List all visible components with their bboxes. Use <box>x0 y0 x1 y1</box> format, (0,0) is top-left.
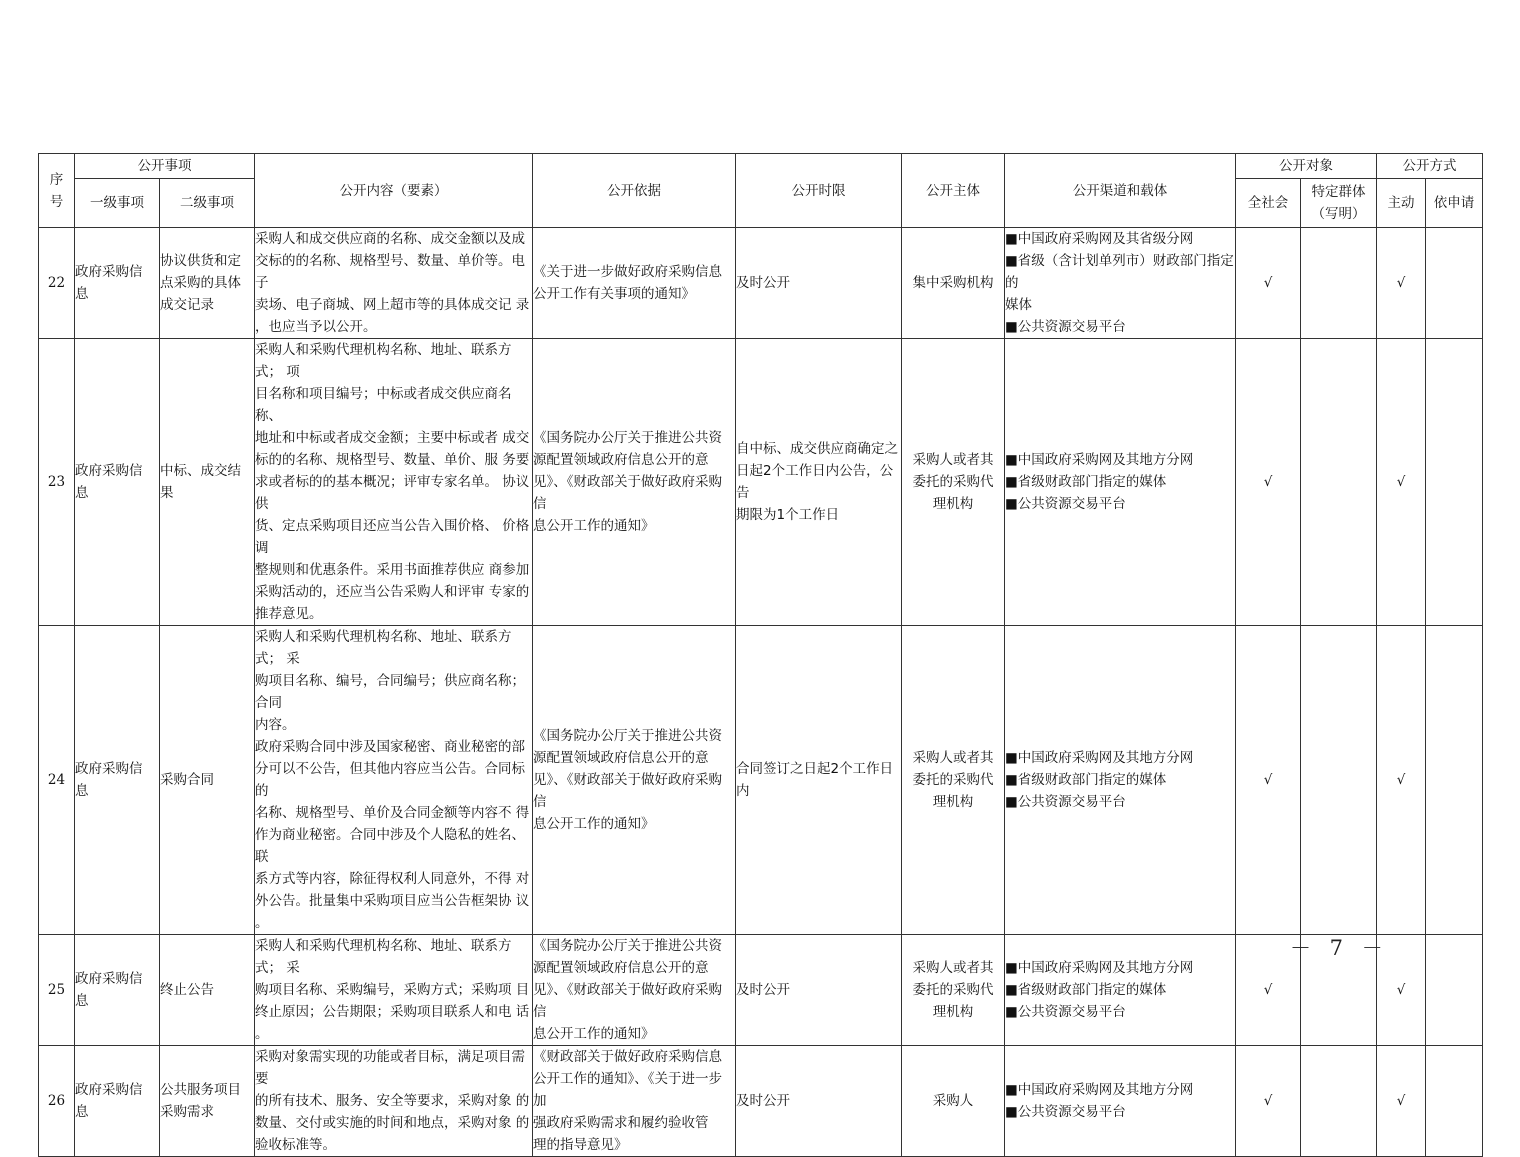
basis-cell: 《财政部关于做好政府采购信息 公开工作的通知》、《关于进一步 加 强政府采购需求和履约验收管 理的指导意见》 <box>533 1046 736 1157</box>
on-request-cell <box>1426 228 1483 339</box>
header-target-group: 公开对象 <box>1236 154 1377 179</box>
table-row <box>39 228 1483 339</box>
header-subject: 公开主体 <box>902 154 1005 228</box>
active-check: √ <box>1377 935 1426 1046</box>
subject-cell: 集中采购机构 <box>902 228 1005 339</box>
header-on-request: 依申请 <box>1426 179 1483 228</box>
basis-cell: 《国务院办公厅关于推进公共资 源配置领域政府信息公开的意 见》、《财政部关于做好政府采购 信 息公开工作的通知》 <box>533 626 736 935</box>
subject-cell: 采购人或者其 委托的采购代 理机构 <box>902 339 1005 626</box>
channel-cell: ■中国政府采购网及其地方分网 ■公共资源交易平台 <box>1005 1046 1236 1157</box>
header-whole-society: 全社会 <box>1236 179 1301 228</box>
header-specific-group: 特定群体 （写明） <box>1301 179 1377 228</box>
basis-cell: 《国务院办公厅关于推进公共资 源配置领域政府信息公开的意 见》、《财政部关于做好政府采购 信 息公开工作的通知》 <box>533 935 736 1046</box>
header-seq: 序 号 <box>39 154 75 228</box>
specific-group-cell <box>1301 1046 1377 1157</box>
basis-cell: 《关于进一步做好政府采购信息 公开工作有关事项的通知》 <box>533 228 736 339</box>
table-row <box>39 626 1483 935</box>
subject-cell: 采购人或者其 委托的采购代 理机构 <box>902 935 1005 1046</box>
on-request-cell <box>1426 1046 1483 1157</box>
level2-cell: 采购合同 <box>160 626 255 935</box>
header-content: 公开内容（要素） <box>255 154 533 228</box>
whole-society-check: √ <box>1236 935 1301 1046</box>
header-basis: 公开依据 <box>533 154 736 228</box>
level2-cell: 终止公告 <box>160 935 255 1046</box>
level1-cell: 政府采购信 息 <box>75 626 160 935</box>
content-cell: 采购人和采购代理机构名称、地址、联系方式； 采 购项目名称、采购编号，采购方式；采购项 目 终止原因；公告期限；采购项目联系人和电 话 。 <box>255 935 533 1046</box>
time-limit-cell: 及时公开 <box>736 1046 902 1157</box>
table-row <box>39 339 1483 626</box>
on-request-cell <box>1426 626 1483 935</box>
whole-society-check: √ <box>1236 626 1301 935</box>
on-request-cell <box>1426 339 1483 626</box>
on-request-cell <box>1426 935 1483 1046</box>
header-method-group: 公开方式 <box>1377 154 1483 179</box>
level1-cell: 政府采购信 息 <box>75 228 160 339</box>
time-limit-cell: 及时公开 <box>736 935 902 1046</box>
whole-society-check: √ <box>1236 339 1301 626</box>
channel-cell: ■中国政府采购网及其省级分网 ■省级（含计划单列市）财政部门指定 的 媒体 ■公共资源交易平台 <box>1005 228 1236 339</box>
specific-group-cell <box>1301 228 1377 339</box>
content-cell: 采购对象需实现的功能或者目标，满足项目需 要 的所有技术、服务、安全等要求，采购对象 的 数量、交付或实施的时间和地点，采购对象 的 验收标准等。 <box>255 1046 533 1157</box>
active-check: √ <box>1377 626 1426 935</box>
whole-society-check: √ <box>1236 228 1301 339</box>
active-check: √ <box>1377 339 1426 626</box>
time-limit-cell: 及时公开 <box>736 228 902 339</box>
channel-cell: ■中国政府采购网及其地方分网 ■省级财政部门指定的媒体 ■公共资源交易平台 <box>1005 935 1236 1046</box>
table-row <box>39 935 1483 1046</box>
basis-cell: 《国务院办公厅关于推进公共资 源配置领域政府信息公开的意 见》、《财政部关于做好政府采购 信 息公开工作的通知》 <box>533 339 736 626</box>
specific-group-cell <box>1301 626 1377 935</box>
table-header <box>39 154 1483 228</box>
active-check: √ <box>1377 228 1426 339</box>
header-level2: 二级事项 <box>160 179 255 228</box>
disclosure-table <box>38 153 1483 1157</box>
subject-cell: 采购人或者其 委托的采购代 理机构 <box>902 626 1005 935</box>
page-number: － 7 － <box>1290 936 1389 960</box>
row-number: 23 <box>39 339 75 626</box>
content-cell: 采购人和采购代理机构名称、地址、联系方式； 项 目名称和项目编号；中标或者成交供应商名 称、 地址和中标或者成交金额；主要中标或者 成交 标的的名称、规格型号、数量、单价、服 务要 求或者标的的基本概况；评审专家名单。 协议供 货、定点采购项目还应当公告入围价格、 价格调 整规则和优惠条件。采用书面推荐供应 商参加 采购活动的，还应当公告采购人和评审 专家的 推荐意见。 <box>255 339 533 626</box>
content-cell: 采购人和成交供应商的名称、成交金额以及成 交标的的名称、规格型号、数量、单价等。电 子 卖场、电子商城、网上超市等的具体成交记 录 ，也应当予以公开。 <box>255 228 533 339</box>
level2-cell: 中标、成交结 果 <box>160 339 255 626</box>
row-number: 24 <box>39 626 75 935</box>
header-item-group: 公开事项 <box>75 154 255 179</box>
table-row <box>39 1046 1483 1157</box>
row-number: 25 <box>39 935 75 1046</box>
content-cell: 采购人和采购代理机构名称、地址、联系方式； 采 购项目名称、编号，合同编号；供应商名称； 合同 内容。 政府采购合同中涉及国家秘密、商业秘密的部 分可以不公告，但其他内容应当公告。合同标 的 名称、规格型号、单价及合同金额等内容不 得 作为商业秘密。合同中涉及个人隐私的姓名、 联 系方式等内容，除征得权利人同意外，不得 对 外公告。批量集中采购项目应当公告框架协 议 。 <box>255 626 533 935</box>
level2-cell: 协议供货和定 点采购的具体 成交记录 <box>160 228 255 339</box>
header-time-limit: 公开时限 <box>736 154 902 228</box>
level1-cell: 政府采购信 息 <box>75 935 160 1046</box>
level1-cell: 政府采购信 息 <box>75 1046 160 1157</box>
whole-society-check: √ <box>1236 1046 1301 1157</box>
level1-cell: 政府采购信 息 <box>75 339 160 626</box>
time-limit-cell: 合同签订之日起2个工作日 内 <box>736 626 902 935</box>
channel-cell: ■中国政府采购网及其地方分网 ■省级财政部门指定的媒体 ■公共资源交易平台 <box>1005 339 1236 626</box>
active-check: √ <box>1377 1046 1426 1157</box>
header-channel: 公开渠道和载体 <box>1005 154 1236 228</box>
subject-cell: 采购人 <box>902 1046 1005 1157</box>
time-limit-cell: 自中标、成交供应商确定之 日起2个工作日内公告，公 告 期限为1个工作日 <box>736 339 902 626</box>
header-active: 主动 <box>1377 179 1426 228</box>
specific-group-cell <box>1301 339 1377 626</box>
row-number: 22 <box>39 228 75 339</box>
row-number: 26 <box>39 1046 75 1157</box>
channel-cell: ■中国政府采购网及其地方分网 ■省级财政部门指定的媒体 ■公共资源交易平台 <box>1005 626 1236 935</box>
level2-cell: 公共服务项目 采购需求 <box>160 1046 255 1157</box>
header-level1: 一级事项 <box>75 179 160 228</box>
